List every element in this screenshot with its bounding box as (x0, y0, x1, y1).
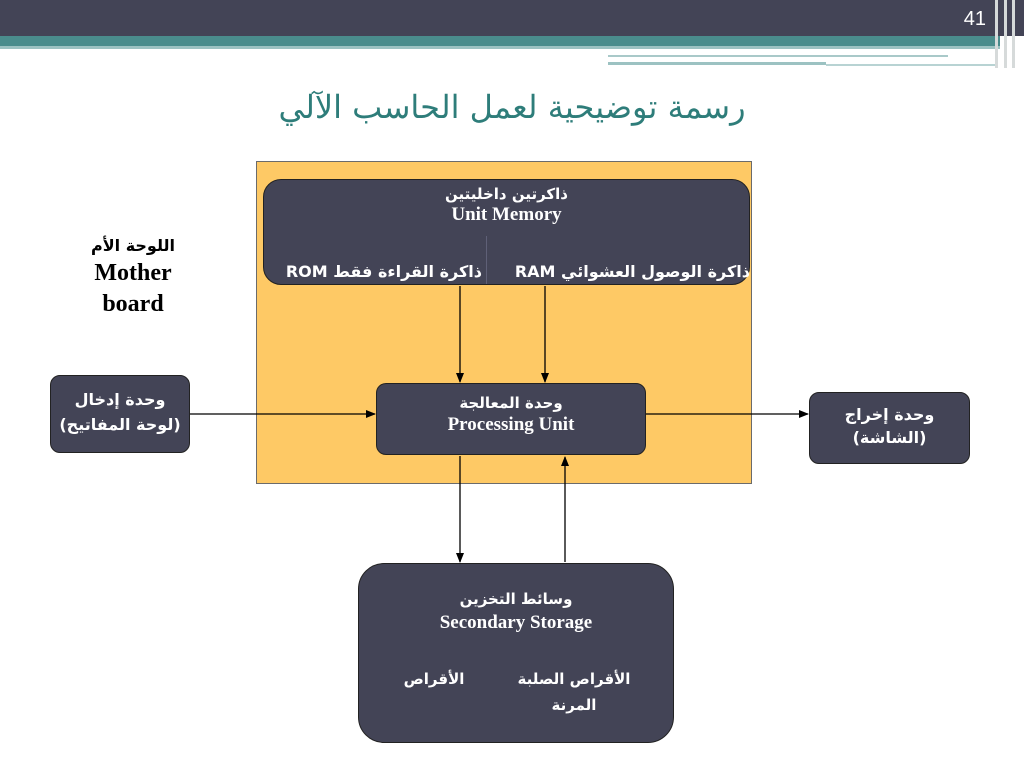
processing-unit-label-ar: وحدة المعالجة (459, 394, 563, 412)
floppy-disks-label-2: المرنة (551, 696, 597, 714)
rom-label: ذاكرة القراءة فقط ROM (285, 262, 482, 281)
floppy-disks-label-1: الأقراص (403, 670, 465, 688)
input-unit-line2: (لوحة المفاتيح) (59, 415, 181, 434)
slide-title: رسمة توضيحية لعمل الحاسب الآلي (278, 88, 746, 126)
hard-disks-label: الأقراص الصلبة (517, 670, 631, 688)
slide-number: 41 (963, 8, 986, 30)
ram-label: ذاكرة الوصول العشوائي RAM (514, 262, 750, 281)
input-unit-line1: وحدة إدخال (74, 390, 166, 409)
memory-unit-label-ar: ذاكرتين داخليتين (444, 185, 568, 203)
output-unit-line1: وحدة إخراج (844, 405, 935, 424)
motherboard-label-en-2: board (102, 291, 164, 317)
output-unit-line2: (الشاشة) (852, 428, 927, 447)
processing-unit-label-en: Processing Unit (447, 414, 575, 435)
memory-unit-label-en: Unit Memory (451, 204, 562, 225)
storage-label-en: Secondary Storage (439, 612, 593, 633)
storage-label-ar: وسائط التخزين (459, 590, 573, 608)
motherboard-label-en-1: Mother (94, 260, 172, 286)
motherboard-label-ar: اللوحة الأم (91, 236, 175, 255)
